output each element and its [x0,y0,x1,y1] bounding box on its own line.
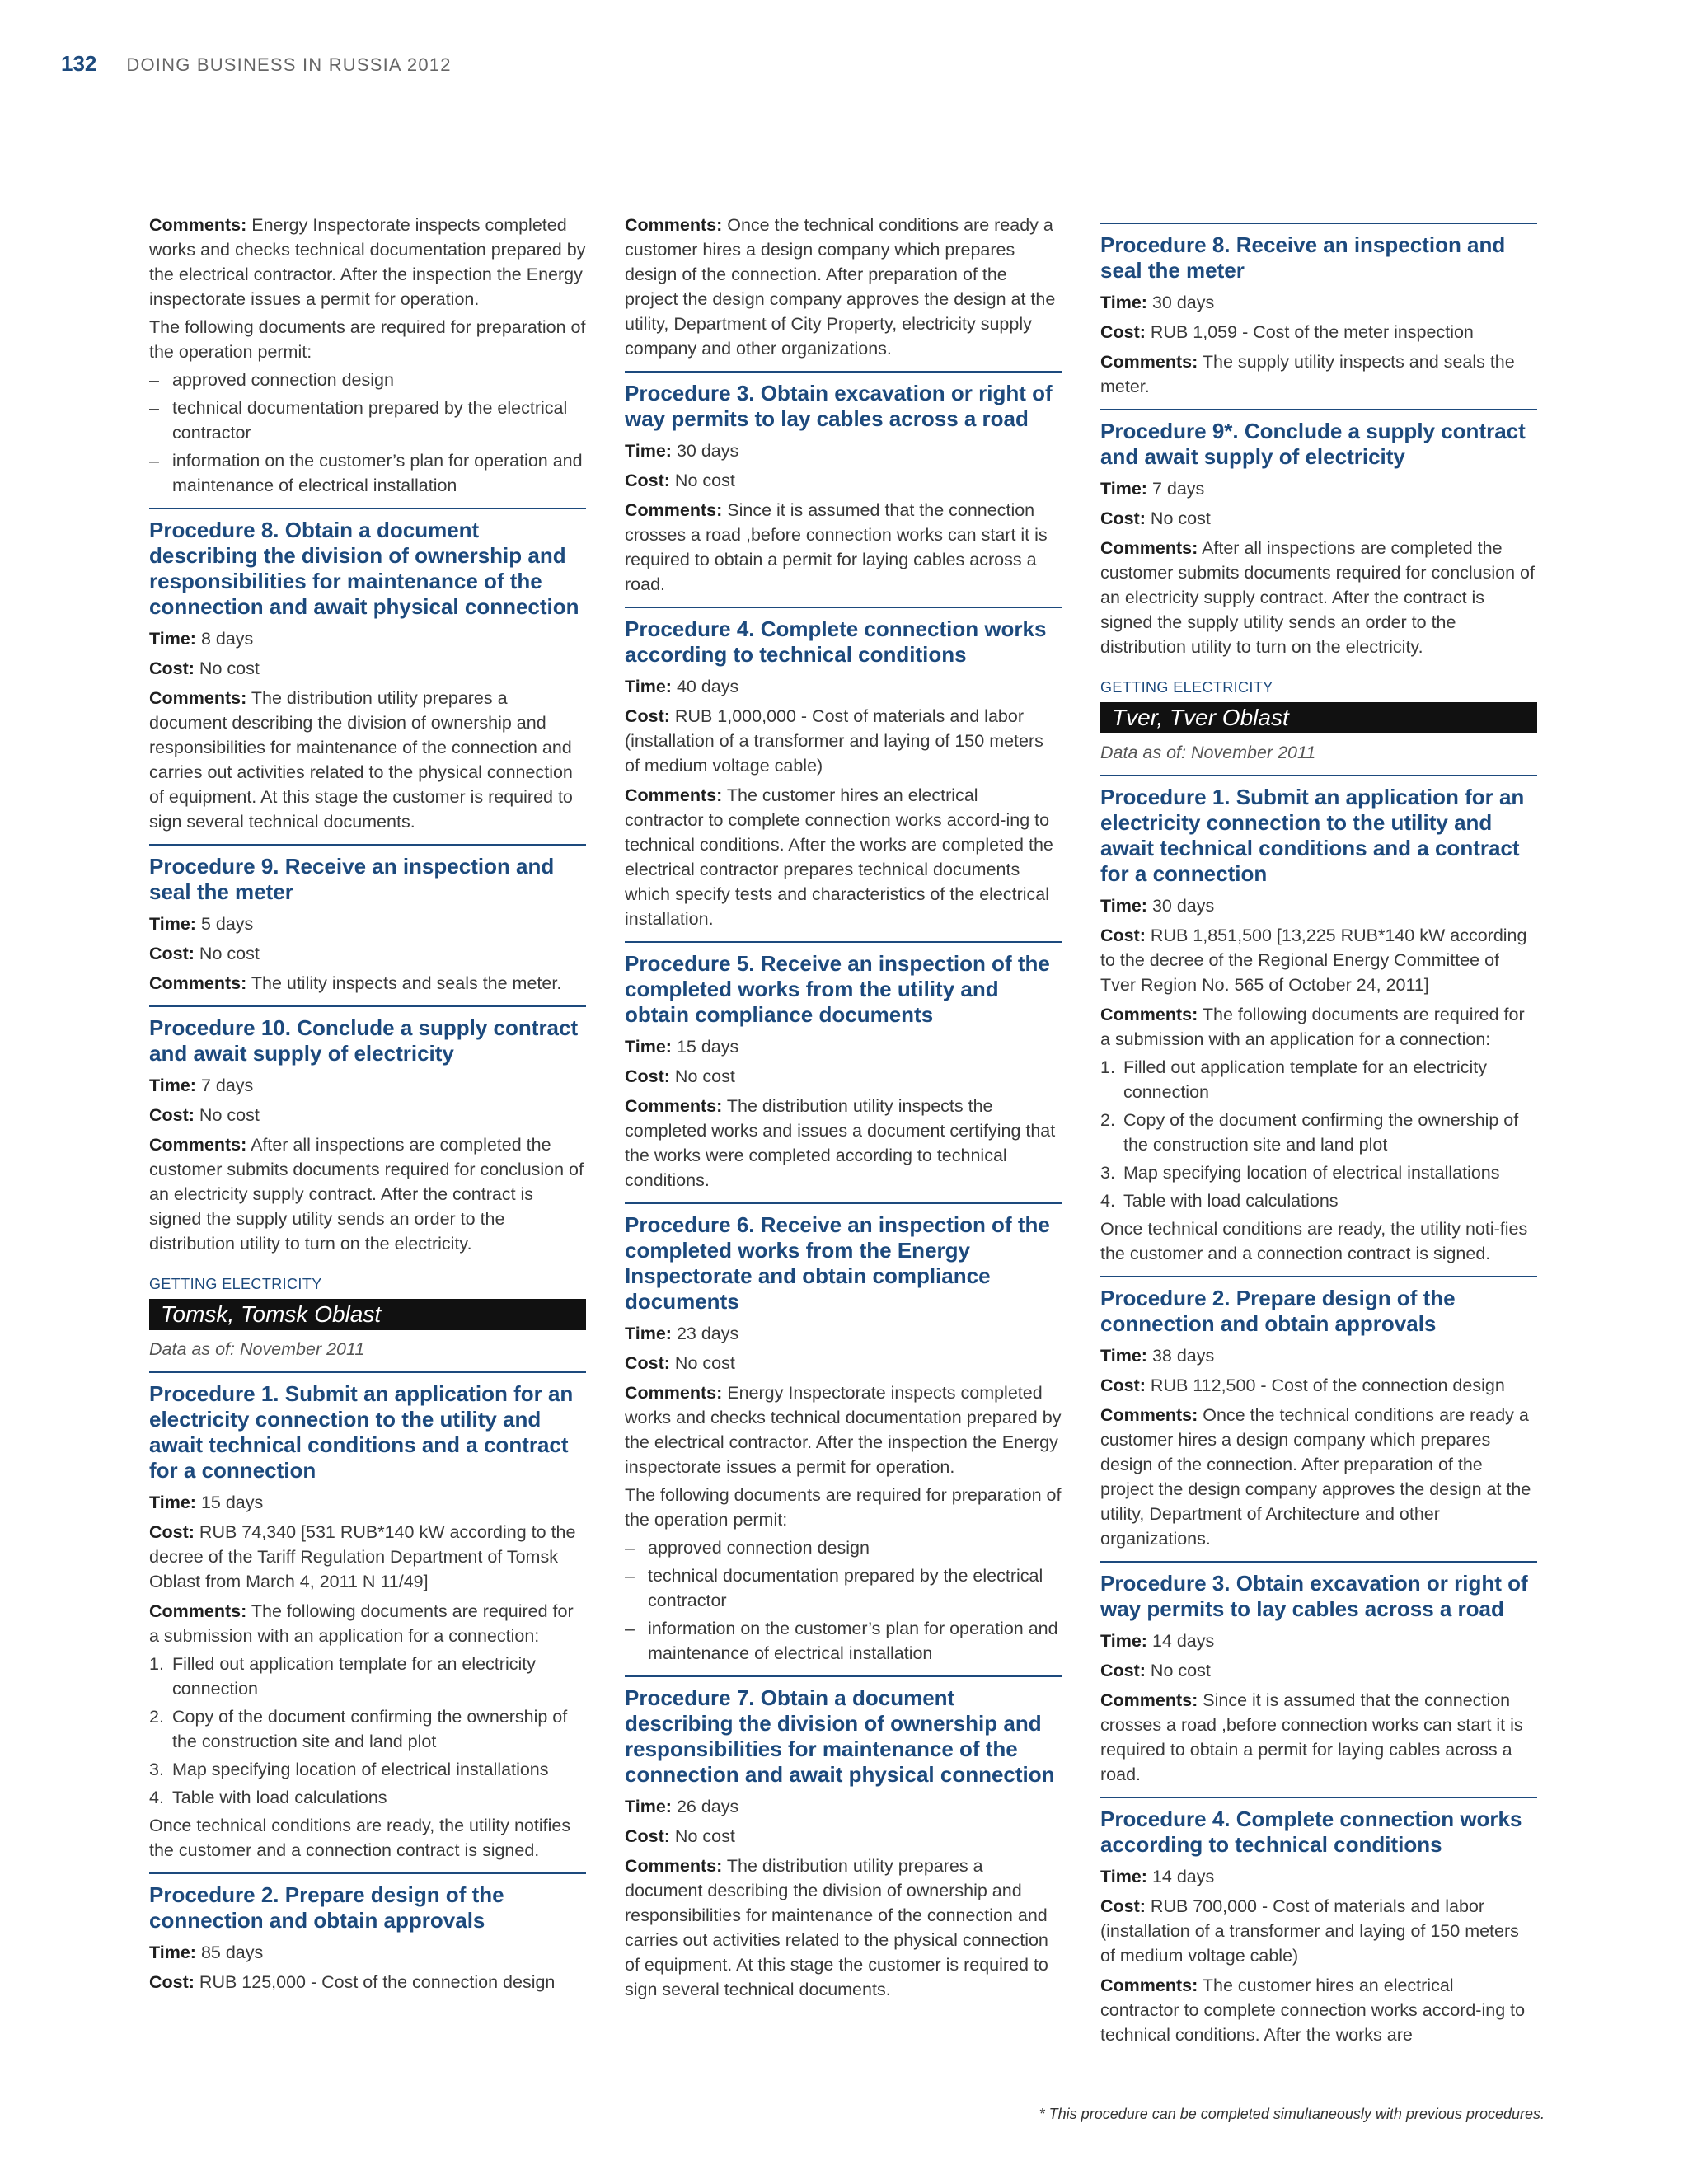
cost-label: Cost: [1100,1376,1146,1395]
comments-paragraph [149,971,586,996]
comments-paragraph [149,686,586,834]
data-as-of: Data as of: November 2011 [149,1339,365,1359]
list-item-text: Filled out application template for an electricity connection [1123,1057,1487,1102]
time-label: Time: [149,914,196,934]
section-label: GETTING ELECTRICITY [149,1276,322,1292]
cost-value: RUB 1,000,000 - Cost of materials and labor (installation of a transformer and laying of 150 meters of medium voltage cable) [625,706,1043,776]
cost-value: No cost [674,1066,735,1086]
comments-text: The utility inspects and seals the meter. [251,973,562,993]
list-item: – information on the customer’s plan for operation and maintenance of electrical installation [625,1616,1062,1666]
time-row [149,626,586,651]
procedure-block [625,607,1062,931]
time-value: 14 days [1151,1867,1215,1886]
comments-paragraph [625,1854,1062,2002]
procedure-title: Procedure 8. Receive an inspection and seal the meter [1100,232,1506,283]
procedure-title: Procedure 10. Conclude a supply contract and await supply of electricity [149,1015,579,1066]
list-item: – technical documentation prepared by the electrical contractor [149,396,586,445]
cost-label: Cost: [625,1066,670,1086]
comments-text: After all inspections are completed the customer submits documents required for conclusion of an electricity supply contract. After the contract is signed the supply utility sends an order to the distribution utility to turn on the electricity. [149,1135,584,1254]
time-value: 7 days [200,1076,254,1095]
cost-value: No cost [1150,509,1211,528]
time-value: 5 days [200,914,254,934]
footnote: * This procedure can be completed simultaneously with previous procedures. [1039,2106,1545,2122]
comments-text: The distribution utility prepares a document describing the division of ownership and responsibilities for maintenance of the connection and carries out activities related to the physical connection of equipment. At this stage the customer is required to sign several technical documents. [149,688,573,832]
comments-label: Comments: [625,1383,723,1403]
comments-label: Comments: [149,688,247,708]
city-banner: Tver, Tver Oblast [1100,702,1537,733]
cost-label: Cost: [625,1826,670,1846]
time-row [625,1321,1062,1346]
procedure-title: Procedure 4. Complete connection works according to technical conditions [625,616,1047,667]
time-row [149,1490,586,1515]
page-header [61,51,452,81]
time-value: 40 days [676,677,739,696]
comments-text: The distribution utility prepares a document describing the division of ownership and responsibilities for maintenance of the connection and carries out activities related to the physical connection of equipment. At this stage the customer is required to sign several technical documents. [625,1856,1048,1999]
list-item: 2. Copy of the document confirming the ownership of the construction site and land plot [1100,1110,1519,1155]
time-label: Time: [625,1797,672,1816]
list-item: 4. Table with load calculations [1100,1191,1339,1211]
comments-paragraph [149,1599,586,1648]
procedure-block [1100,223,1537,399]
comments-paragraph [1100,1688,1537,1787]
comments-text: Energy Inspectorate inspects completed works and checks technical documentation prepared by the electrical contractor. After the inspection the Energy inspectorate issues a permit for operation. [149,215,586,309]
page-number: 132 [61,51,97,76]
cost-row [625,468,1062,493]
time-row [149,1073,586,1098]
list-item: 2. Copy of the document confirming the ownership of the construction site and land plot [149,1707,568,1751]
cost-value: No cost [674,471,735,490]
list-item: – approved connection design [625,1535,1062,1560]
cost-row [1100,923,1537,997]
cost-row [149,1970,586,1994]
cost-value: RUB 112,500 - Cost of the connection design [1150,1376,1505,1395]
comments-label: Comments: [625,1096,723,1116]
numbered-list [1100,1055,1537,1213]
comments-label: Comments: [1100,1405,1198,1425]
time-row [149,912,586,936]
list-item: 1. Filled out application template for an electricity connection [1100,1057,1487,1102]
cost-value: No cost [199,658,260,678]
cost-value: No cost [1150,1661,1211,1680]
procedure-title: Procedure 9*. Conclude a supply contract and await supply of electricity [1100,419,1526,469]
procedure-title: Procedure 5. Receive an inspection of the completed works from the utility and obtain compliance documents [625,951,1050,1027]
time-value: 23 days [676,1324,739,1343]
cost-label: Cost: [1100,1896,1146,1916]
cost-label: Cost: [1100,926,1146,945]
cost-label: Cost: [1100,1661,1146,1680]
column-3 [1100,213,1537,2050]
time-value: 7 days [1151,479,1205,499]
list-item-text: Map specifying location of electrical installations [1123,1163,1500,1183]
cost-row [149,1103,586,1127]
comments-text: The customer hires an electrical contractor to complete connection works accord-ing to technical conditions. After the works are completed the electrical contractor prepares technical documents which specify tests and characteristics of the electrical installation. [625,785,1053,929]
procedure-title: Procedure 1. Submit an application for an electricity connection to the utility and await technical conditions and a contract for a connection [1100,785,1525,886]
time-row [1100,290,1537,315]
comments-text: The distribution utility inspects the completed works and issues a document certifying that the works were completed according to technical conditions. [625,1096,1056,1190]
comments-text: After all inspections are completed the customer submits documents required for conclusion of an electricity supply contract. After the contract is signed the supply utility sends an order to the distribution utility to turn on the electricity. [1100,538,1535,657]
comments-label: Comments: [1100,538,1198,558]
comments-paragraph [1100,1403,1537,1551]
cost-value: No cost [674,1353,735,1373]
time-label: Time: [625,677,672,696]
procedure-title: Procedure 8. Obtain a document describing the division of ownership and responsibilities for maintenance of the connection and await physical connection [149,518,579,619]
procedure-title: Procedure 3. Obtain excavation or right of way permits to lay cables across a road [625,381,1053,431]
comments-paragraph [625,213,1062,361]
comments-text: The customer hires an electrical contractor to complete connection works accord-ing to technical conditions. After the works are [1100,1975,1526,2045]
cost-label: Cost: [149,944,195,963]
cost-label: Cost: [625,1353,670,1373]
cost-value: RUB 125,000 - Cost of the connection design [199,1972,556,1992]
column-1 [149,213,586,1999]
comments-paragraph [149,213,586,312]
cost-row [149,941,586,966]
cost-label: Cost: [625,471,670,490]
procedure-block [1100,775,1537,1266]
procedure-title: Procedure 2. Prepare design of the connection and obtain approvals [149,1882,504,1933]
procedure-title: Procedure 3. Obtain excavation or right of way permits to lay cables across a road [1100,1571,1528,1621]
comments-text: The following documents are required for a submission with an application for a connection: [1100,1005,1525,1049]
cost-row [1100,1373,1537,1398]
procedure-title: Procedure 7. Obtain a document describing the division of ownership and responsibilities for maintenance of the connection and await physical connection [625,1685,1055,1787]
time-row [625,438,1062,463]
time-row [1100,1864,1537,1889]
cost-label: Cost: [149,1522,195,1542]
time-value: 38 days [1151,1346,1215,1366]
procedure-block [625,1675,1062,2002]
cost-label: Cost: [1100,509,1146,528]
comments-text: Once the technical conditions are ready a customer hires a design company which prepares design of the connection. After preparation of the project the design company approves the design at the utility, Department of City Property, electricity supply company and other organizations. [625,215,1056,359]
time-value: 85 days [200,1943,264,1962]
procedure-block [1100,409,1537,659]
time-row [1100,893,1537,918]
time-value: 30 days [676,441,739,461]
list-item-text: Table with load calculations [1123,1191,1339,1211]
procedure-block [1100,1276,1537,1551]
cost-row [625,1824,1062,1849]
time-label: Time: [1100,1631,1147,1651]
time-value: 15 days [676,1037,739,1057]
list-item: – technical documentation prepared by the electrical contractor [625,1563,1062,1613]
comments-label: Comments: [1100,1005,1198,1024]
comments-text: Energy Inspectorate inspects completed works and checks technical documentation prepared by the electrical contractor. After the inspection the Energy inspectorate issues a permit for operation. [625,1383,1062,1477]
comments-text: The following documents are required for a submission with an application for a connection: [149,1601,574,1646]
time-label: Time: [625,1037,672,1057]
comments-label: Comments: [149,1135,247,1155]
cost-row [149,656,586,681]
cost-value: RUB 700,000 - Cost of materials and labor (installation of a transformer and laying of 150 meters of medium voltage cable) [1100,1896,1519,1966]
column-2 [625,213,1062,2005]
list-item-text: Copy of the document confirming the ownership of the construction site and land plot [1123,1110,1519,1155]
docs-list [625,1535,1062,1666]
time-row [625,1794,1062,1819]
cost-row [625,704,1062,778]
procedure-block [1100,1561,1537,1787]
cost-value: RUB 1,851,500 [13,225 RUB*140 kW according to the decree of the Regional Energy Committee of Tver Region No. 565 of October 24, 2011] [1100,926,1527,995]
cost-row [1100,1658,1537,1683]
list-item-text: Filled out application template for an electricity connection [172,1654,536,1699]
list-item-text: Map specifying location of electrical installations [172,1760,549,1779]
comments-label: Comments: [1100,1690,1198,1710]
cost-value: No cost [199,1105,260,1125]
cost-label: Cost: [1100,322,1146,342]
cost-row [625,1351,1062,1376]
comments-paragraph [149,1132,586,1256]
cost-row [149,1520,586,1594]
city-banner: Tomsk, Tomsk Oblast [149,1299,586,1330]
cost-label: Cost: [625,706,670,726]
running-title: DOING BUSINESS IN RUSSIA 2012 [126,54,452,75]
comments-text: Since it is assumed that the connection crosses a road ,before connection works can start it is required to obtain a permit for laying cables across a road. [1100,1690,1523,1784]
comments-label: Comments: [625,1856,723,1876]
cost-label: Cost: [149,658,195,678]
time-label: Time: [149,629,196,649]
procedure-title: Procedure 9. Receive an inspection and seal the meter [149,854,555,904]
comments-paragraph [625,1094,1062,1193]
time-row [625,674,1062,699]
docs-list [149,368,586,498]
comments-label: Comments: [1100,1975,1198,1995]
closing-text: Once technical conditions are ready, the utility notifies the customer and a connection contract is signed. [149,1816,571,1860]
docs-intro: The following documents are required for preparation of the operation permit: [149,317,586,362]
comments-label: Comments: [1100,352,1198,372]
time-row [1100,1629,1537,1653]
cost-value: RUB 74,340 [531 RUB*140 kW according to the decree of the Tariff Regulation Department of Tomsk Oblast from March 4, 2011 N 11/49] [149,1522,576,1591]
comments-label: Comments: [625,500,723,520]
section-label: GETTING ELECTRICITY [1100,679,1273,696]
comments-text: The supply utility inspects and seals the meter. [1100,352,1515,396]
time-label: Time: [149,1493,196,1512]
list-item: – information on the customer’s plan for operation and maintenance of electrical installation [149,448,586,498]
cost-row [625,1064,1062,1089]
cost-row [1100,1894,1537,1968]
time-value: 30 days [1151,293,1215,312]
time-value: 26 days [676,1797,739,1816]
docs-intro: The following documents are required for preparation of the operation permit: [625,1485,1062,1530]
comments-paragraph [1100,349,1537,399]
comments-label: Comments: [149,1601,247,1621]
procedure-block [1100,1797,1537,2047]
time-label: Time: [1100,293,1147,312]
procedure-block [149,844,586,996]
procedure-block [149,508,586,834]
time-value: 30 days [1151,896,1215,916]
cost-label: Cost: [149,1105,195,1125]
time-label: Time: [1100,479,1147,499]
list-item: – approved connection design [149,368,586,392]
list-item-text: Copy of the document confirming the ownership of the construction site and land plot [172,1707,568,1751]
closing-text: Once technical conditions are ready, the utility noti-fies the customer and a connection contract is signed. [1100,1219,1528,1263]
procedure-block [149,1005,586,1256]
time-label: Time: [149,1943,196,1962]
cost-row [1100,506,1537,531]
time-value: 15 days [200,1493,264,1512]
comments-paragraph [1100,536,1537,659]
procedure-title: Procedure 2. Prepare design of the connection and obtain approvals [1100,1286,1456,1336]
comments-paragraph [625,498,1062,597]
cost-value: RUB 1,059 - Cost of the meter inspection [1150,322,1474,342]
time-label: Time: [1100,896,1147,916]
time-row [625,1034,1062,1059]
time-row [1100,1343,1537,1368]
comments-label: Comments: [625,785,723,805]
comments-text: Once the technical conditions are ready a customer hires a design company which prepares design of the connection. After preparation of the project the design company approves the design at the utility, Department of Architecture and other organizations. [1100,1405,1531,1549]
list-item: 1. Filled out application template for an electricity connection [149,1654,536,1699]
procedure-title: Procedure 4. Complete connection works according to technical conditions [1100,1807,1522,1857]
procedure-block [625,941,1062,1193]
list-item-text: Table with load calculations [172,1788,387,1807]
comments-paragraph [1100,1973,1537,2047]
time-label: Time: [625,1324,672,1343]
procedure-block [625,1202,1062,1666]
procedure-title: Procedure 6. Receive an inspection of the completed works from the Energy Inspectorate and obtain compliance documents [625,1212,1050,1314]
comments-label: Comments: [149,215,247,235]
list-item: 3. Map specifying location of electrical installations [149,1760,549,1779]
time-label: Time: [625,441,672,461]
time-label: Time: [1100,1346,1147,1366]
time-label: Time: [149,1076,196,1095]
numbered-list [149,1652,586,1810]
cost-value: No cost [674,1826,735,1846]
list-item: 3. Map specifying location of electrical installations [1100,1163,1500,1183]
time-value: 14 days [1151,1631,1215,1651]
comments-paragraph [625,783,1062,931]
procedure-block [149,1371,586,1863]
comments-paragraph [1100,1002,1537,1052]
comments-paragraph [625,1380,1062,1479]
cost-row [1100,320,1537,344]
data-as-of: Data as of: November 2011 [1100,743,1316,762]
time-label: Time: [1100,1867,1147,1886]
procedure-block [625,371,1062,597]
time-row [1100,476,1537,501]
comments-label: Comments: [149,973,247,993]
procedure-block [149,1872,586,1994]
cost-label: Cost: [149,1972,195,1992]
procedure-title: Procedure 1. Submit an application for an electricity connection to the utility and await technical conditions and a contract for a connection [149,1381,574,1483]
list-item: 4. Table with load calculations [149,1788,387,1807]
cost-value: No cost [199,944,260,963]
comments-label: Comments: [625,215,723,235]
comments-text: Since it is assumed that the connection crosses a road ,before connection works can start it is required to obtain a permit for laying cables across a road. [625,500,1048,594]
time-value: 8 days [200,629,254,649]
time-row [149,1940,586,1965]
